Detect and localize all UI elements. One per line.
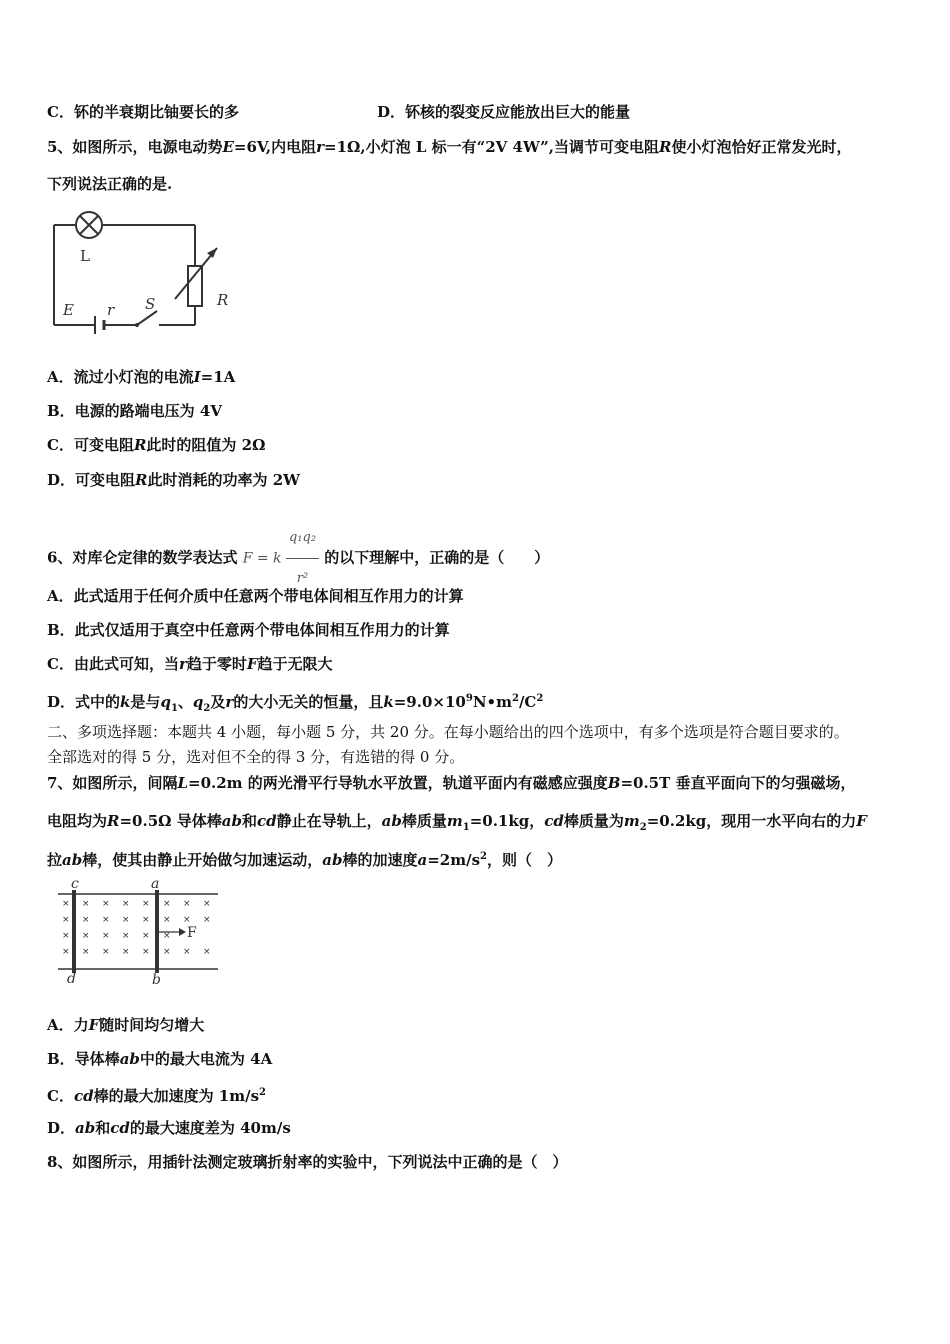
field-cross: ×: [142, 899, 150, 909]
field-cross: ×: [82, 947, 90, 957]
rails-diagram: [55, 876, 230, 988]
field-cross: ×: [203, 915, 211, 925]
label-a: a: [151, 876, 160, 892]
switch-arm: [137, 311, 157, 325]
field-cross: ×: [102, 931, 110, 941]
field-cross: ×: [102, 915, 110, 925]
field-cross: ×: [203, 947, 211, 957]
field-cross: ×: [183, 947, 191, 957]
field-cross: ×: [183, 899, 191, 909]
field-cross: ×: [122, 915, 130, 925]
field-cross: ×: [102, 899, 110, 909]
q5-option-c: C．可变电阻R此时的阻值为 2Ω: [47, 436, 266, 454]
label-S: S: [145, 295, 156, 313]
q6-stem: 6、对库仑定律的数学表达式 F = k $\frac{\text{q₁q₂}}{\text{r²}}$ 的以下理解中，正确的是（ ）: [47, 518, 549, 599]
field-cross: ×: [163, 947, 171, 957]
field-cross: ×: [163, 931, 171, 941]
resistor-body: [188, 266, 202, 306]
q5-option-d: D．可变电阻R此时消耗的功率为 2W: [47, 471, 300, 489]
q7-option-b: B．导体棒ab中的最大电流为 4A: [47, 1050, 273, 1068]
rod-ab: [155, 890, 159, 973]
option-d-prev: D．钚核的裂变反应能放出巨大的能量: [377, 103, 631, 121]
field-cross: ×: [203, 899, 211, 909]
field-cross: ×: [122, 947, 130, 957]
field-cross: ×: [122, 931, 130, 941]
field-cross: ×: [62, 931, 70, 941]
q7-option-a: A．力F随时间均匀增大: [47, 1016, 205, 1034]
option-c-prev: C．钚的半衰期比铀要长的多: [47, 103, 239, 121]
q5-option-a: A．流过小灯泡的电流I=1A: [47, 368, 236, 386]
coulomb-formula: F = k $\frac{\text{q₁q₂}}{\text{r²}}$: [243, 518, 319, 599]
field-cross: ×: [62, 899, 70, 909]
q5-stem-line2: 下列说法正确的是.: [47, 175, 173, 193]
field-cross: ×: [122, 899, 130, 909]
q7-stem-line1: 7、如图所示，间隔L=0.2m 的两光滑平行导轨水平放置，轨道平面内有磁感应强度B=0.5T 垂直平面向下的匀强磁场，: [47, 774, 856, 792]
q7-option-c: C．cd棒的最大加速度为 $1m/s^2$: [47, 1087, 267, 1105]
rod-cd: [72, 890, 76, 973]
field-cross: ×: [142, 915, 150, 925]
section2-line1: 二、多项选择题：本题共 4 小题，每小题 5 分，共 20 分。在每小题给出的四个选项中，有多个选项是符合题目要求的。: [47, 723, 849, 741]
circuit-diagram: [47, 203, 242, 338]
field-cross: ×: [62, 915, 70, 925]
q6-option-b: B．此式仅适用于真空中任意两个带电体间相互作用力的计算: [47, 621, 450, 639]
field-cross: ×: [163, 899, 171, 909]
label-r: r: [107, 301, 115, 319]
q6-option-c: C．由此式可知，当r趋于零时F趋于无限大: [47, 655, 333, 673]
field-cross: ×: [142, 947, 150, 957]
field-cross: ×: [82, 915, 90, 925]
field-cross: ×: [142, 931, 150, 941]
label-b: b: [152, 972, 161, 988]
field-cross: ×: [163, 915, 171, 925]
q5-stem-line1: 5、如图所示，电源电动势E=6V,内电阻r=1Ω,小灯泡 L 标一有“2V 4W”,当调节可变电阻R使小灯泡恰好正常发光时，: [47, 138, 852, 156]
q5-option-b: B．电源的路端电压为 4V: [47, 402, 222, 420]
switch-pivot: [135, 323, 139, 327]
q7-stem-line3: 拉ab棒，使其由静止开始做匀加速运动，ab棒的加速度$a=2m/s^2$，则（ ）: [47, 851, 563, 869]
q6-option-a: A．此式适用于任何介质中任意两个带电体间相互作用力的计算: [47, 587, 464, 605]
label-E: E: [63, 301, 74, 319]
label-d: d: [67, 971, 76, 987]
q7-stem-line2: 电阻均为R=0.5Ω 导体棒ab和cd静止在导轨上，ab棒质量$m_1=0.1kg$，cd棒质量为$m_2=0.2kg$，现用一水平向右的力F: [47, 812, 867, 833]
field-cross: ×: [82, 899, 90, 909]
label-L: L: [80, 247, 90, 265]
label-F: F: [187, 925, 197, 941]
force-arrow-head: [179, 928, 186, 936]
section2-line2: 全部选对的得 5 分，选对但不全的得 3 分，有选错的得 0 分。: [47, 748, 465, 766]
resistor-arrow-head: [207, 248, 217, 258]
field-cross: ×: [183, 915, 191, 925]
field-cross: ×: [82, 931, 90, 941]
q6-option-d: D．式中的k是与$q_1$、$q_2$及r的大小无关的恒量，且$k=9.0\times 10^9N•m^2/C^2$: [47, 693, 544, 714]
label-c: c: [71, 876, 79, 892]
label-R: R: [217, 291, 229, 309]
field-cross: ×: [102, 947, 110, 957]
field-cross: ×: [62, 947, 70, 957]
q7-option-d: D．ab和cd的最大速度差为 40m/s: [47, 1119, 291, 1137]
q8-stem: 8、如图所示，用插针法测定玻璃折射率的实验中，下列说法中正确的是（ ）: [47, 1153, 568, 1171]
